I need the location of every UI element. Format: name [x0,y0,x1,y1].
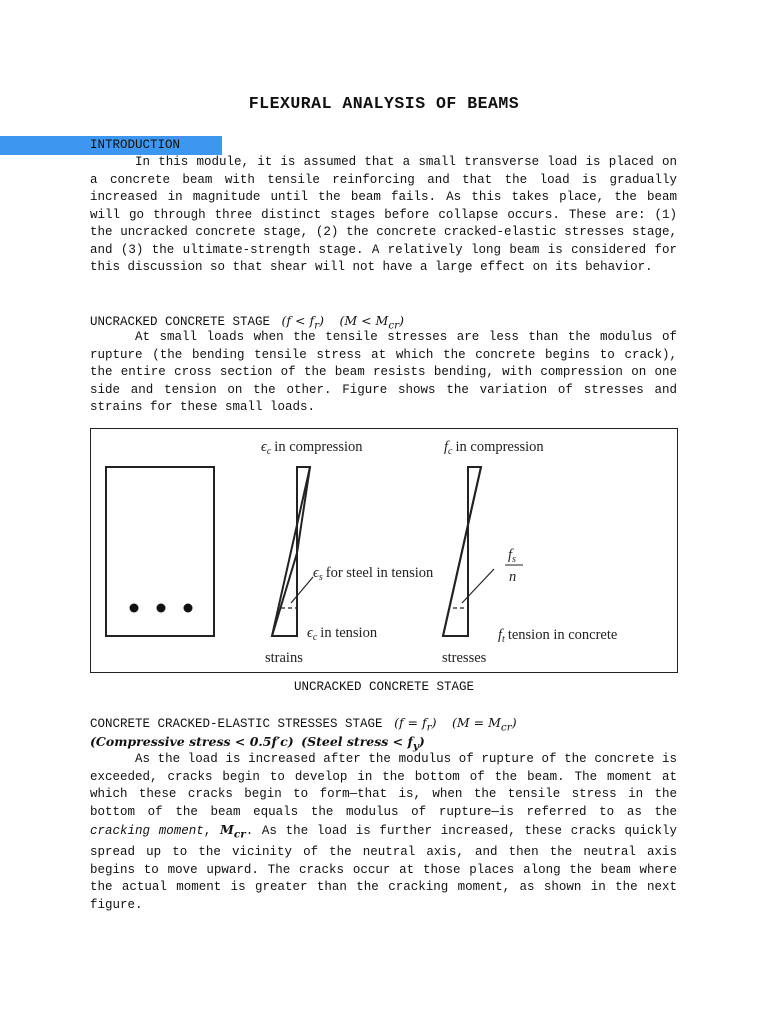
cracked-condition-moment: $(M = M_{cr})$ [451,715,517,734]
strain-bottom-label: $\epsilon_c$ in tension [307,625,378,643]
strain-steel-leader [291,577,313,603]
page-title: FLEXURAL ANALYSIS OF BEAMS [248,94,520,113]
intro-heading: INTRODUCTION [90,138,181,152]
rebar-dot-2 [157,604,166,613]
cracked-heading-text: CONCRETE CRACKED-ELASTIC STRESSES STAGE [90,717,383,731]
rebar-dot-1 [130,604,139,613]
steel-strain-label: $\epsilon_s$ for steel in tension [313,565,434,583]
stress-diagram [443,467,481,636]
stress-steel-leader [462,569,494,603]
stresses-label: stresses [442,650,487,666]
uncracked-condition-stress: $(f < f_r)$ [281,313,324,332]
cracked-heading [90,715,517,736]
strain-diagram-line [272,467,310,636]
fs-numerator: $f_s$ [508,547,516,565]
uncracked-paragraph: At small loads when the tensile stresses are less than the modulus of rupture (the bending tensile stress at which the concrete begins to crack), the entire cross section of the beam resists bending, with compression on one side and tension on the other. Figure shows the variation of stresses and strains for these small loads. [90,330,677,414]
compressive-stress-condition: (Compressive stress < 0.5f′c) [90,734,294,749]
uncracked-heading-text: UNCRACKED CONCRETE STAGE [90,315,271,329]
fs-denominator: n [509,569,517,585]
stress-top-label: $f_c$ in compression [444,439,544,457]
cracked-paragraph: As the load is increased after the modulus of rupture of the concrete is exceeded, cracks begin to develop in the bottom of the beam. The moment at which these cracks begin to form—that is, when the tensile stress in the bottom of the beam equals the modulus of rupture—is referred to as the cracking moment, $M_{cr}$. As the load is further increased, these cracks quickly spread up to the vicinity of the neutral axis, and then the neutral axis begins to move upward. The cracks occur at those places along the beam where the actual moment is greater than the cracking moment, as shown in the next figure. [90,752,677,912]
steel-stress-condition: (Steel stress < $f_y$) [301,734,425,753]
cracking-moment-term: cracking moment [90,824,204,838]
figure-drawing [91,429,679,674]
cracked-condition-stress: $(f = f_r)$ [394,715,437,734]
stress-bottom-label: $f_t$ tension in concrete [498,627,618,645]
uncracked-stage-figure [90,428,678,673]
rebar-dot-3 [184,604,193,613]
uncracked-condition-moment: $(M < M_{cr})$ [339,313,405,332]
mcr-symbol: $M_{cr}$ [220,822,246,841]
figure-caption: UNCRACKED CONCRETE STAGE [293,680,475,694]
strain-top-label: $\epsilon_c$ in compression [261,439,363,457]
intro-paragraph: In this module, it is assumed that a small transverse load is placed on a concrete beam with tensile reinforcing and that the load is gradually increased in magnitude until the beam fails. As this takes place, the beam will go through three distinct stages before collapse occurs. These are: (1) the uncracked concrete stage, (2) the concrete cracked-elastic stresses stage, and (3) the ultimate-strength stage. A relatively long beam is considered for this discussion so that shear will not have a large effect on its behavior. [90,155,677,274]
strains-label: strains [265,650,303,666]
